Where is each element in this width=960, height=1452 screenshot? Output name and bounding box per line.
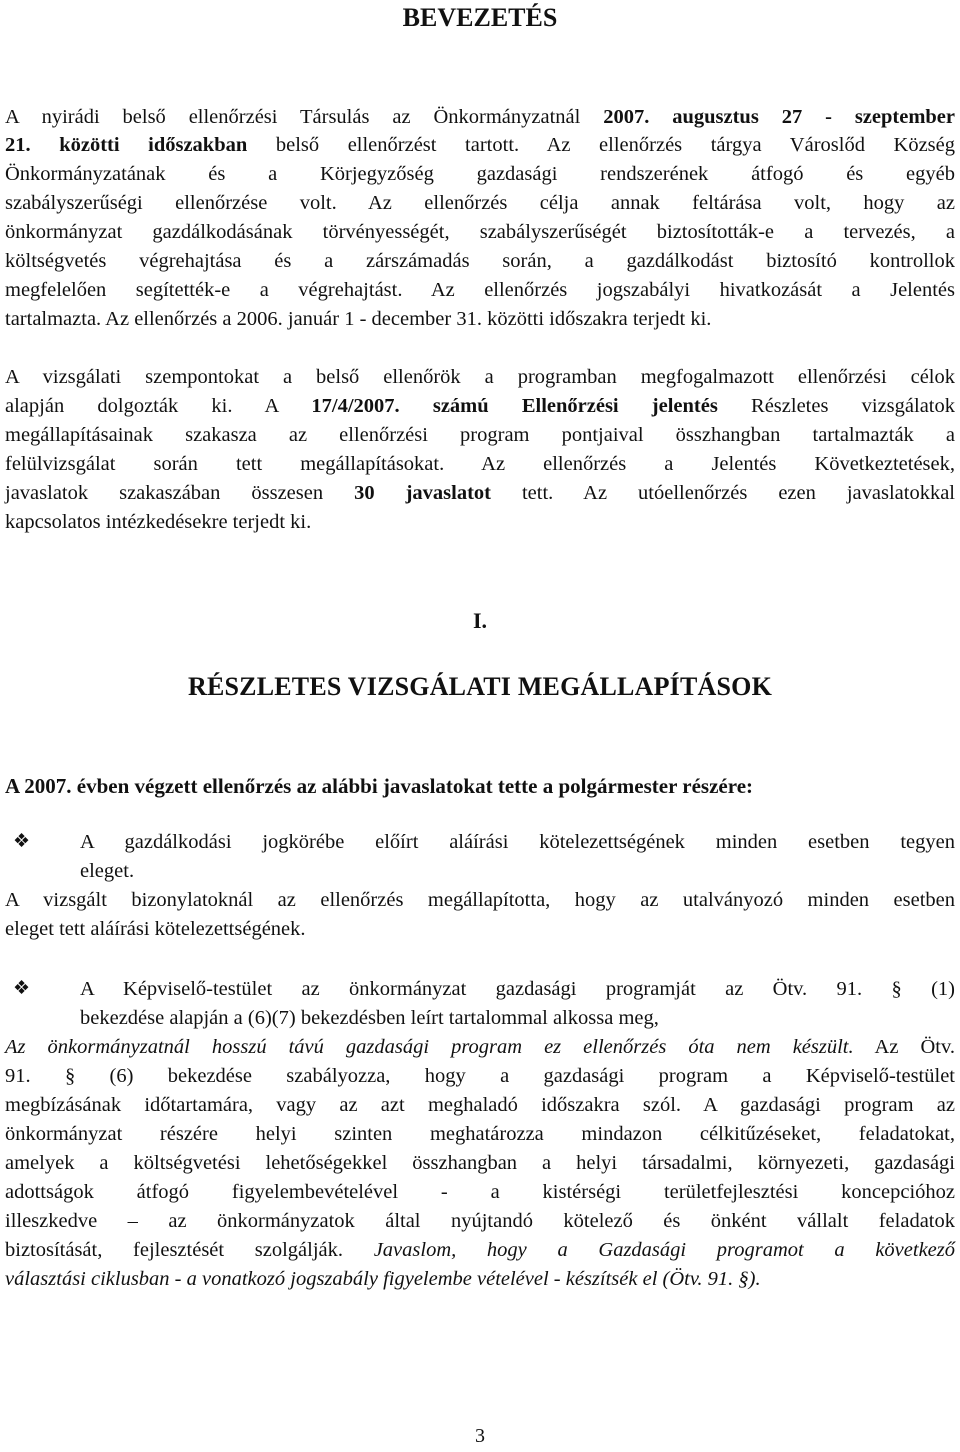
- finding-2-line: 91. § (6) bekezdése szabályozza, hogy a gazdasági program a Képviselő-testület: [5, 1065, 955, 1087]
- intro-line: [5, 131, 955, 159]
- text-span: Részletes vizsgálatok: [717, 395, 955, 417]
- para2-line: [5, 479, 955, 507]
- para2-line: felülvizsgálat során tett megállapításokat. Az ellenőrzés a Jelentés Következtetések,: [5, 453, 955, 475]
- diamond-bullet-icon: ❖: [13, 831, 31, 852]
- intro-line: megfelelően segítették-e a végrehajtást. Az ellenőrzés jogszabályi hivatkozását a Jelentés: [5, 279, 955, 301]
- intro-line: tartalmazta. Az ellenőrzés a 2006. január 1 - december 31. közötti időszakra terjedt ki.: [5, 308, 712, 330]
- text-span: biztosítását, fejlesztését szolgálják.: [5, 1239, 374, 1261]
- finding-2-line: [5, 1236, 955, 1264]
- text-span: belső ellenőrzést tartott. Az ellenőrzés tárgya Városlőd Község: [247, 134, 955, 156]
- text-span: tett. Az utóellenőrzés ezen javaslatokkal: [491, 482, 956, 504]
- italic-statement: Az önkormányzatnál hosszú távú gazdasági program ez ellenőrzés óta nem készült.: [5, 1036, 854, 1058]
- page-heading: BEVEZETÉS: [402, 3, 558, 32]
- finding-2-line: önkormányzat részére helyi szinten meghatározza mindazon célkitűzéseket, feladatokat,: [5, 1123, 955, 1145]
- para2-line: A vizsgálati szempontokat a belső ellenőrök a programban megfogalmazott ellenőrzési célok: [5, 366, 955, 388]
- page-number: 3: [475, 1425, 485, 1447]
- finding-2-line: illeszkedve – az önkormányzatok által nyújtandó kötelező és önként vállalt feladatok: [5, 1210, 955, 1232]
- section-title: RÉSZLETES VIZSGÁLATI MEGÁLLAPÍTÁSOK: [188, 672, 772, 701]
- italic-statement: Javaslom, hogy a Gazdasági programot a következő: [373, 1239, 956, 1261]
- finding-2-line: [5, 1033, 955, 1061]
- text-span: Az Ötv.: [853, 1036, 955, 1058]
- text-span: A nyirádi belső ellenőrzési Társulás az Önkormányzatnál: [5, 106, 604, 128]
- finding-2-line: adottságok átfogó figyelembevételével - a kistérségi területfejlesztési koncepcióhoz: [5, 1181, 955, 1203]
- para2-line: megállapításainak szakasza az ellenőrzési program pontjaival összhangban tartalmazták a: [5, 424, 955, 446]
- recommendation-1-line: eleget.: [80, 860, 135, 882]
- recommendation-2-line: bekezdése alapján a (6)(7) bekezdésben leírt tartalommal alkossa meg,: [80, 1007, 659, 1029]
- intro-line: költségvetés végrehajtása és a zárszámadás során, a gazdálkodást biztosító kontrollok: [5, 250, 955, 272]
- diamond-bullet-icon: ❖: [13, 978, 31, 999]
- finding-1-line: A vizsgált bizonylatoknál az ellenőrzés megállapította, hogy az utalványozó minden esetben: [5, 889, 955, 911]
- para2-line: kapcsolatos intézkedésekre terjedt ki.: [5, 511, 312, 533]
- report-reference: 17/4/2007. számú Ellenőrzési jelentés: [311, 395, 718, 417]
- finding-2-line: választási ciklusban - a vonatkozó jogszabály figyelembe vételével - készítsék el (Ötv. 91. §).: [5, 1268, 761, 1290]
- period-text: 2007. augusztus 27 - szeptember: [603, 106, 955, 128]
- intro-line: Önkormányzatának és a Körjegyzőség gazdasági rendszerének átfogó és egyéb: [5, 163, 955, 185]
- text-span: javaslatok szakaszában összesen: [5, 482, 355, 504]
- section-number: I.: [472, 608, 488, 633]
- period-text: 21. közötti időszakban: [5, 134, 248, 156]
- finding-1-line: eleget tett aláírási kötelezettségének.: [5, 918, 306, 940]
- recommendation-1-line: A gazdálkodási jogkörébe előírt aláírási kötelezettségének minden esetben tegyen: [80, 831, 955, 853]
- finding-2-line: megbízásának időtartamára, vagy az azt meghaladó időszakra szól. A gazdasági program az: [5, 1094, 955, 1116]
- intro-line: szabályszerűségi ellenőrzése volt. Az ellenőrzés célja annak feltárása volt, hogy az: [5, 192, 955, 214]
- finding-2-line: amelyek a költségvetési lehetőségekkel összhangban a helyi társadalmi, környezeti, gazdasági: [5, 1152, 955, 1174]
- recommendation-2-line: A Képviselő-testület az önkormányzat gazdasági programját az Ötv. 91. § (1): [80, 978, 955, 1000]
- para2-line: [5, 392, 955, 420]
- section-subtitle: A 2007. évben végzett ellenőrzés az alábbi javaslatokat tette a polgármester részére:: [5, 774, 754, 798]
- intro-line: [5, 103, 955, 131]
- intro-line: önkormányzat gazdálkodásának törvényességét, szabályszerűségét biztosították-e a tervezés, a: [5, 221, 955, 243]
- text-span: alapján dolgozták ki. A: [5, 395, 312, 417]
- recommendation-count: 30 javaslatot: [354, 482, 491, 504]
